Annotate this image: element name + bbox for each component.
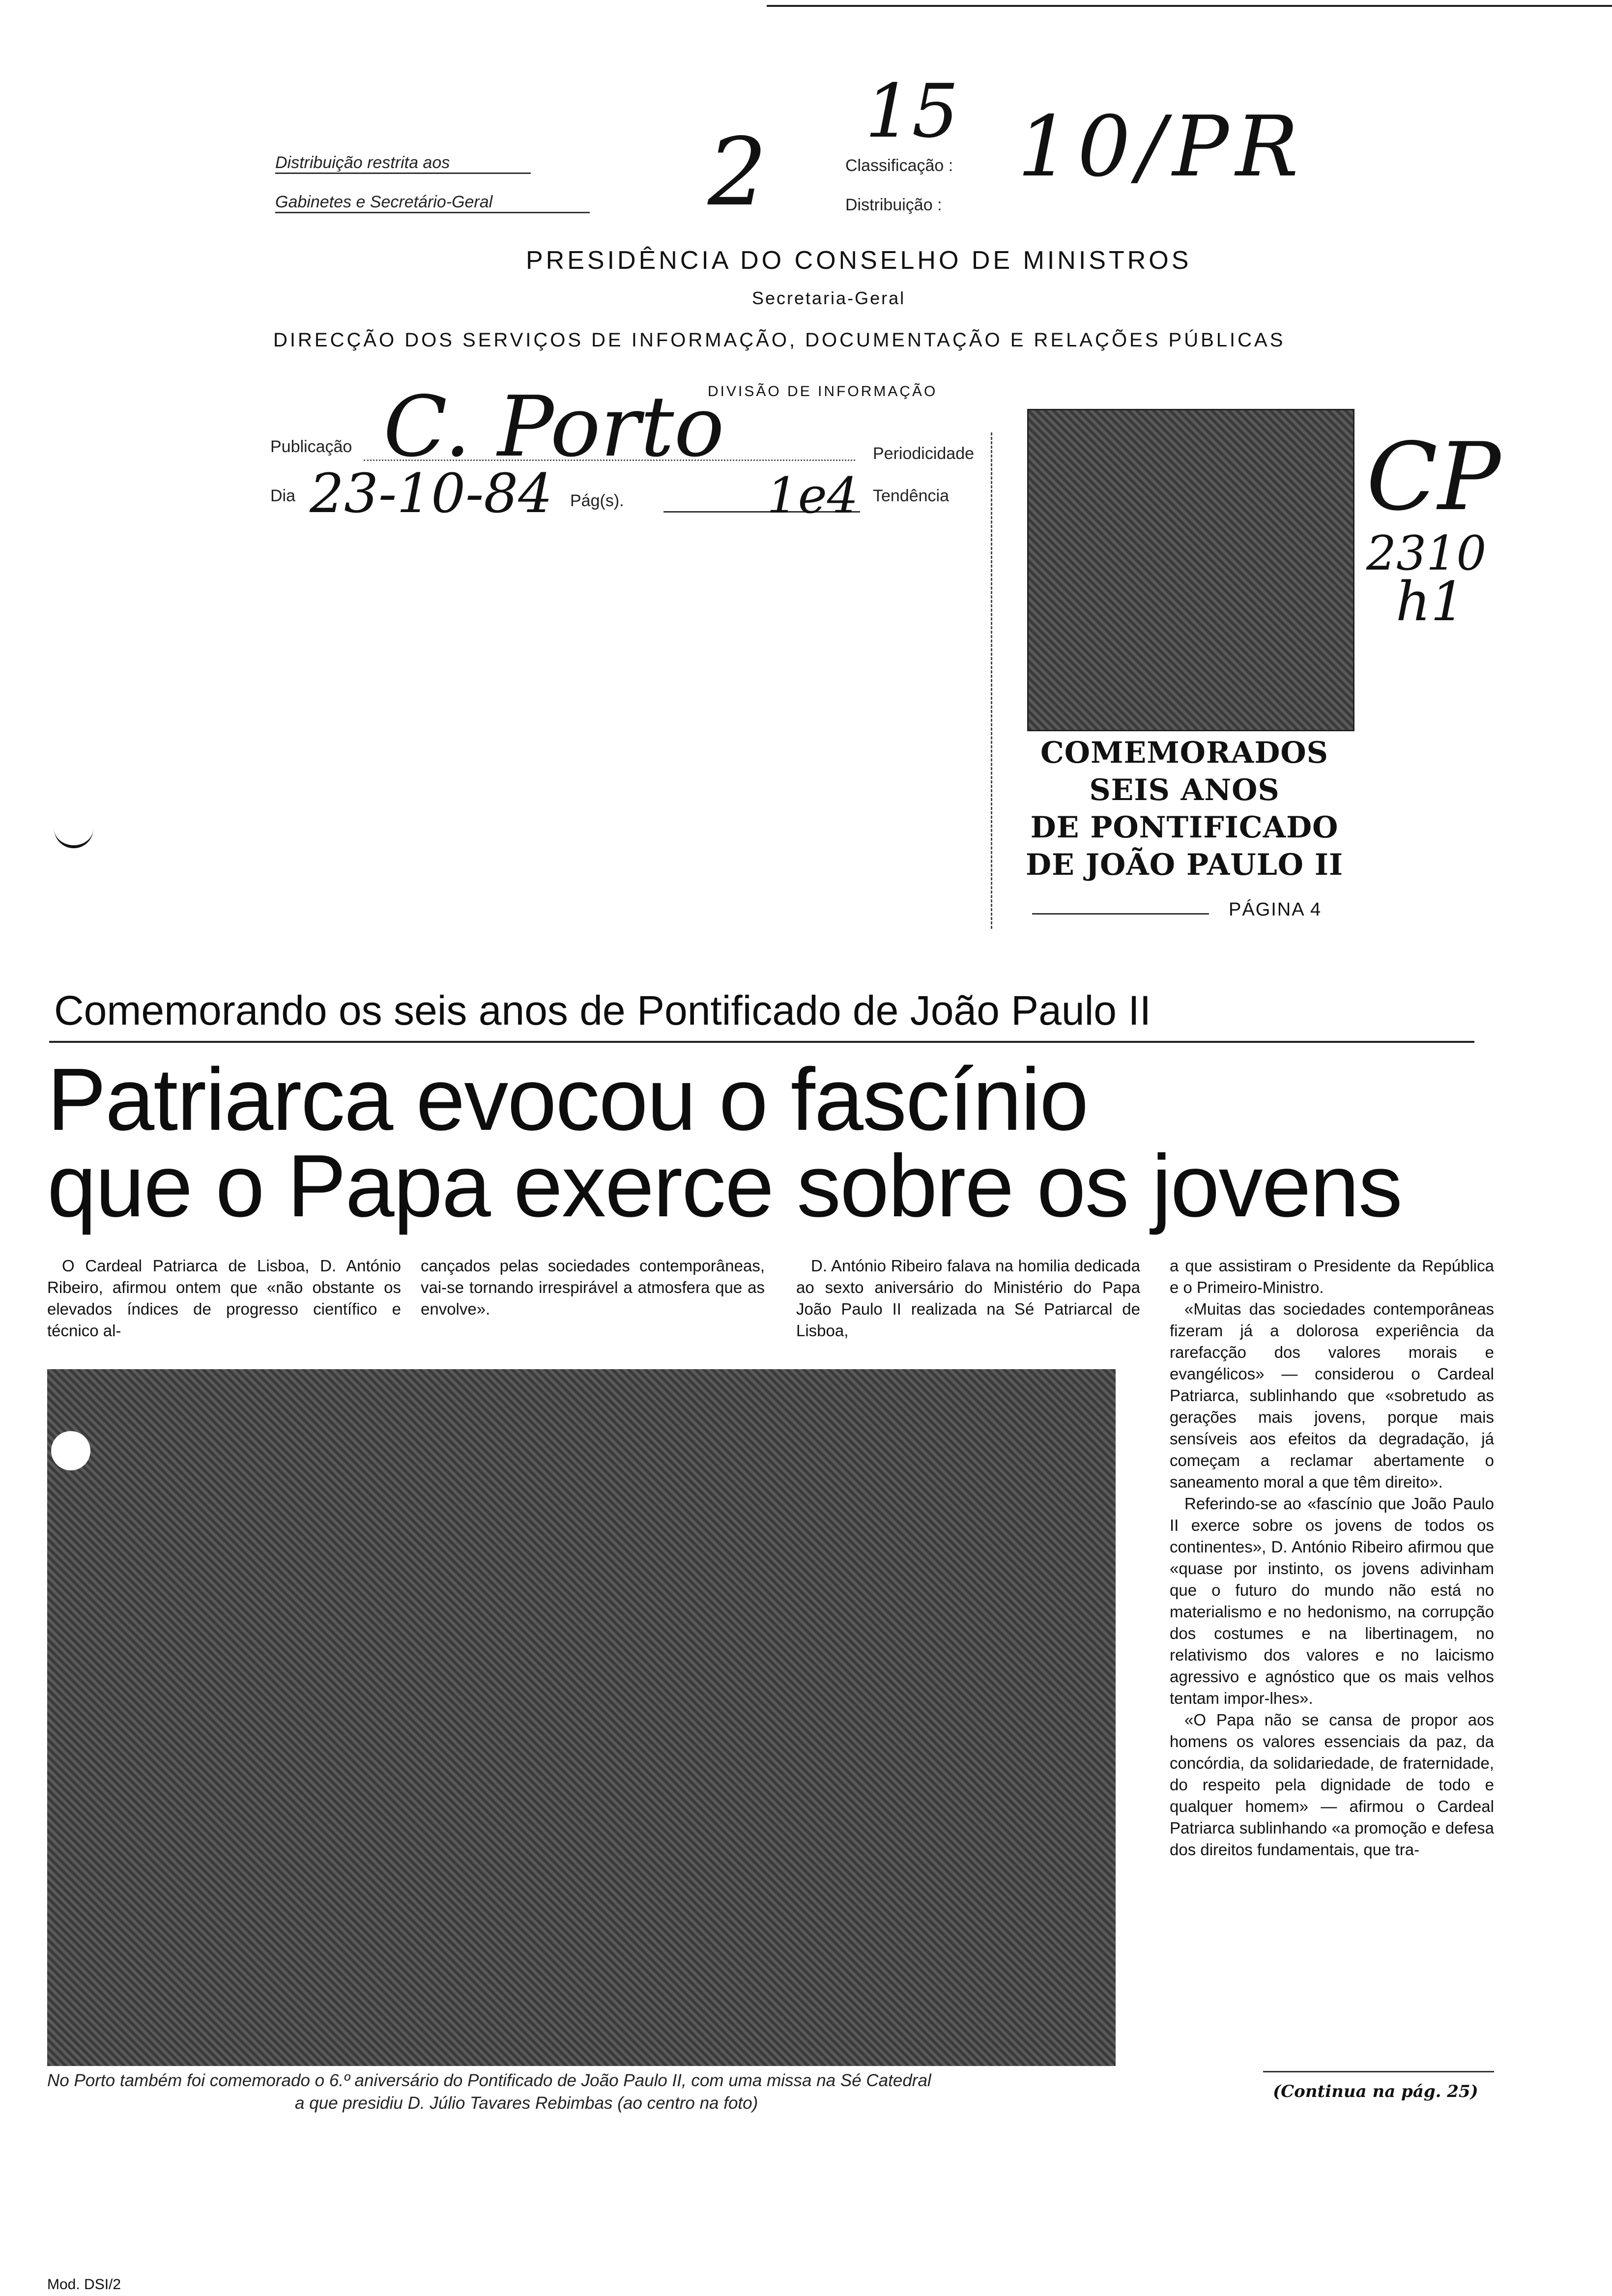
teaser-page-ref: PÁGINA 4 (1229, 899, 1322, 920)
directorate: DIRECÇÃO DOS SERVIÇOS DE INFORMAÇÃO, DOCUMENTAÇÃO E RELAÇÕES PÚBLICAS (273, 329, 1286, 351)
tendency-label: Tendência (873, 487, 950, 505)
publication-value: C. Porto (383, 378, 724, 476)
photo-caption-line-1: No Porto também foi comemorado o 6.º aniversário do Pontificado de João Paulo II, com uma missa na Sé Catedral (47, 2071, 931, 2090)
continued-note: (Continua na pág. 25) (1273, 2082, 1478, 2101)
photo-caption-line-2: a que presidiu D. Júlio Tavares Rebimbas (ao centro na foto) (295, 2094, 758, 2113)
margin-note-cp: CP (1366, 423, 1501, 531)
pope-portrait-photo (1027, 409, 1354, 731)
margin-note-suffix: h1 (1396, 570, 1465, 633)
column-1-text: O Cardeal Patriarca de Lisboa, D. António Ribeiro, afirmou ontem que «não obstante os elevados índices de progresso científico e técnico al- (47, 1257, 401, 1340)
teaser-rule (1032, 913, 1209, 915)
headline-line-1: Patriarca evocou o fascínio (47, 1050, 1088, 1149)
headline-line-2: que o Papa exerce sobre os jovens (47, 1137, 1402, 1235)
handwritten-class: 15 (865, 69, 959, 154)
continued-rule (1263, 2071, 1494, 2072)
kicker-rule (49, 1041, 1474, 1043)
classification-label: Classificação : (845, 156, 953, 175)
org-subtitle: Secretaria-Geral (752, 288, 906, 308)
column-4-para-1: a que assistiram o Presidente da República e o Primeiro-Ministro. (1170, 1257, 1494, 1296)
column-1 (47, 1255, 401, 1342)
column-4-para-3: Referindo-se ao «fascínio que João Paulo II exerce sobre os jovens de todos os continentes», D. António Ribeiro afirmou que «quase por instinto, os jovens adivinham que o futuro do mundo não está no materialismo e no hedonismo, na corrupção dos costumes e na libertinagem, no relativismo dos valores e no laicismo agressivo e agnóstico que os mais velhos tentam impor-lhes». (1170, 1494, 1494, 1707)
periodicity-label: Periodicidade (873, 444, 975, 463)
article-kicker: Comemorando os seis anos de Pontificado de João Paulo II (54, 987, 1151, 1033)
distribution-line-2: Gabinetes e Secretário-Geral (275, 193, 590, 213)
day-label: Dia (270, 487, 296, 505)
teaser-line-4: DE JOÃO PAULO II (1025, 848, 1344, 882)
division: DIVISÃO DE INFORMAÇÃO (708, 383, 938, 400)
handwritten-number: 2 (708, 118, 767, 227)
pages-value: 1e4 (767, 467, 859, 524)
column-3 (796, 1255, 1140, 1342)
column-3-text: D. António Ribeiro falava na homilia dedicada ao sexto aniversário do Ministério do Papa João Paulo II realizada na Sé Patriarcal de Lisboa, (796, 1257, 1140, 1340)
column-2 (421, 1255, 765, 1320)
column-4-para-2: «Muitas das sociedades contemporâneas fizeram já a dolorosa experiência da rarefacção dos valores morais e evangélicos» — considerou o Cardeal Patriarca, sublinhando que «sobretudo as gerações mais jovens, porque mais sensíveis aos efeitos da degradação, já começam a reclamar abertamente o saneamento moral a que têm direito». (1170, 1300, 1494, 1491)
photo-punch-hole (51, 1431, 90, 1470)
teaser-line-3: DE PONTIFICADO (1030, 810, 1339, 845)
distribution-line-1: Distribuição restrita aos (275, 153, 531, 174)
form-model-code: Mod. DSI/2 (47, 2276, 121, 2293)
teaser-line-2: SEIS ANOS (1089, 773, 1280, 807)
pages-label: Pág(s). (570, 491, 624, 510)
distribution-label: Distribuição : (845, 196, 942, 214)
handwritten-code: 10/PR (1017, 98, 1305, 196)
cathedral-mass-photo (47, 1369, 1116, 2066)
pen-mark (54, 816, 93, 848)
column-4-para-4: «O Papa não se cansa de propor aos homens os valores essenciais da paz, da concórdia, da solidariedade, de fraternidade, do respeito pela dignidade de todo e qualquer homem» — afirmou o Cardeal Patriarca sublinhando «a promoção e defesa dos direitos fundamentais, que tra- (1170, 1711, 1494, 1859)
teaser-divider (991, 432, 992, 929)
top-rule (767, 5, 1612, 7)
teaser-line-1: COMEMORADOS (1040, 736, 1328, 770)
column-4 (1170, 1255, 1494, 1861)
publication-label: Publicação (270, 437, 352, 456)
column-2-text: cançados pelas sociedades contemporâneas, vai-se tornando irrespirável a atmosfera que as envolve». (421, 1257, 765, 1318)
org-title: PRESIDÊNCIA DO CONSELHO DE MINISTROS (526, 246, 1192, 275)
margin-note-date: 2310 (1366, 526, 1487, 581)
day-value: 23-10-84 (310, 462, 553, 525)
